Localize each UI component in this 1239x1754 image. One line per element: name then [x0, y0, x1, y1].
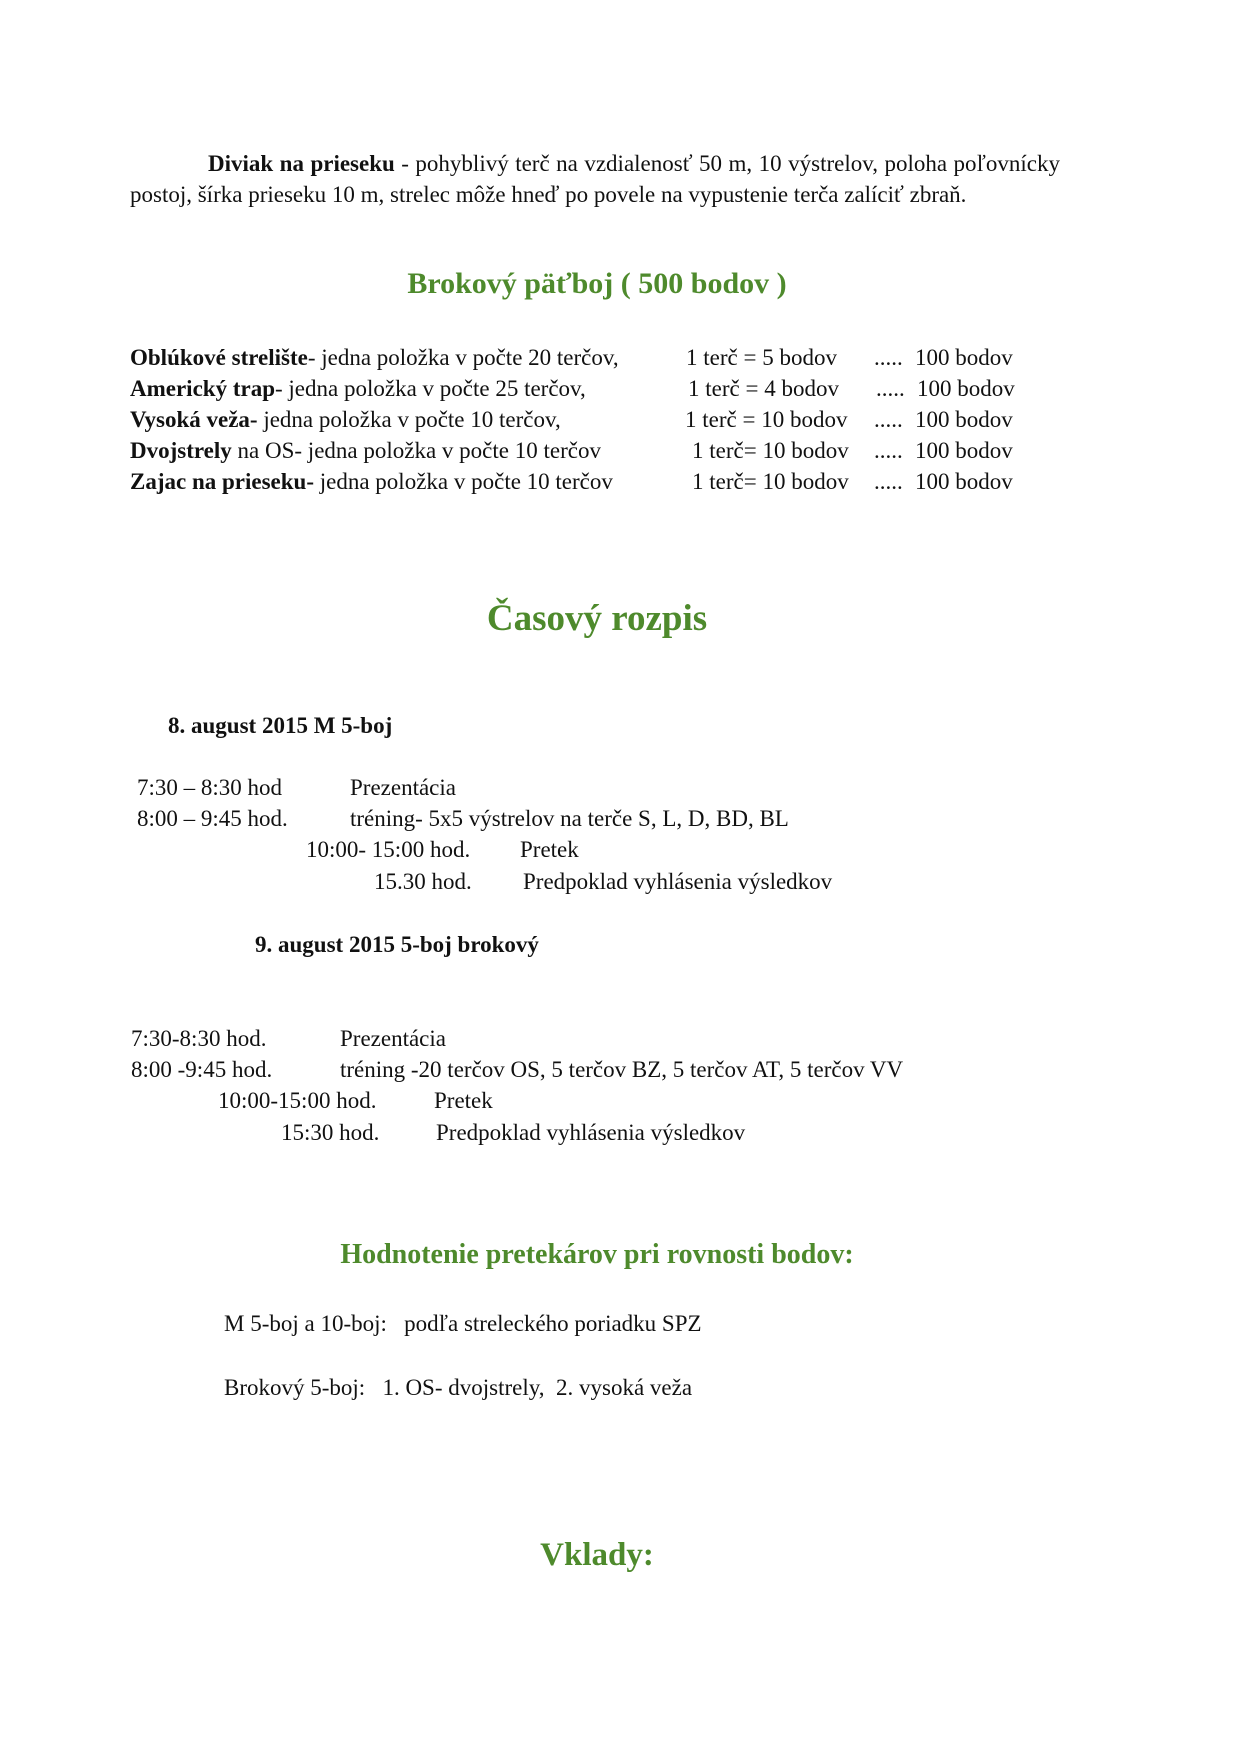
day2-heading: 9. august 2015 5-boj brokový	[255, 932, 539, 957]
discipline-total: 100 bodov	[917, 376, 1015, 401]
intro-text: - pohyblivý terč na vzdialenosť 50 m, 10 výstrelov, poloha poľovnícky postoj, šírka prieseku 10 m, strelec môže hneď po povele na vypustenie terča zalíciť zbraň.	[130, 151, 1060, 207]
schedule-text: Prezentácia	[350, 775, 456, 800]
schedule-time: 7:30-8:30 hod.	[131, 1026, 267, 1051]
discipline-total: 100 bodov	[915, 469, 1013, 494]
schedule-time: 8:00 – 9:45 hod.	[137, 806, 288, 831]
discipline-name: Zajac na prieseku-	[130, 469, 314, 494]
discipline-desc: - jedna položka v počte 25 terčov,	[275, 376, 586, 401]
schedule-text: Predpoklad vyhlásenia výsledkov	[523, 869, 833, 894]
schedule-time: 15:30 hod.	[281, 1120, 380, 1145]
discipline-rate: 1 terč = 10 bodov	[685, 407, 848, 432]
discipline-dots: .....	[874, 469, 903, 494]
schedule-time: 15.30 hod.	[374, 869, 472, 894]
schedule-text: tréning- 5x5 výstrelov na terče S, L, D, BD, BL	[350, 806, 789, 831]
discipline-total: 100 bodov	[915, 438, 1013, 463]
hodnotenie-line-2: Brokový 5-boj: 1. OS- dvojstrely, 2. vysoká veža	[224, 1375, 693, 1400]
day1-heading: 8. august 2015 M 5-boj	[168, 713, 393, 738]
discipline-desc: - jedna položka v počte 20 terčov,	[307, 345, 619, 370]
discipline-rate: 1 terč = 4 bodov	[688, 376, 839, 401]
discipline-total: 100 bodov	[915, 345, 1013, 370]
schedule-time: 8:00 -9:45 hod.	[131, 1057, 273, 1082]
hodnotenie-title: Hodnotenie pretekárov pri rovnosti bodov:	[340, 1239, 854, 1270]
discipline-dots: .....	[874, 407, 903, 432]
discipline-desc: jedna položka v počte 10 terčov	[314, 469, 613, 494]
schedule-text: Pretek	[434, 1088, 493, 1113]
discipline-desc: na OS- jedna položka v počte 10 terčov	[231, 438, 601, 463]
discipline-rate: 1 terč = 5 bodov	[686, 345, 837, 370]
discipline-name: Oblúkové strelište	[130, 345, 308, 370]
schedule-text: tréning -20 terčov OS, 5 terčov BZ, 5 terčov AT, 5 terčov VV	[340, 1057, 904, 1082]
rozpis-title: Časový rozpis	[486, 598, 708, 639]
schedule-time: 7:30 – 8:30 hod	[137, 775, 283, 800]
discipline-name: Dvojstrely	[130, 438, 232, 463]
discipline-desc: jedna položka v počte 10 terčov,	[257, 407, 561, 432]
discipline-total: 100 bodov	[915, 407, 1013, 432]
discipline-rate: 1 terč= 10 bodov	[692, 469, 849, 494]
schedule-text: Predpoklad vyhlásenia výsledkov	[436, 1120, 746, 1145]
discipline-dots: .....	[874, 438, 903, 463]
discipline-name: Vysoká veža-	[130, 407, 258, 432]
intro-paragraph	[130, 148, 1060, 210]
schedule-text: Prezentácia	[340, 1026, 446, 1051]
discipline-rate: 1 terč= 10 bodov	[692, 438, 849, 463]
discipline-name: Americký trap	[130, 376, 275, 401]
intro-bold-term: Diviak na prieseku	[208, 151, 395, 176]
schedule-text: Pretek	[520, 837, 579, 862]
schedule-time: 10:00- 15:00 hod.	[306, 837, 471, 862]
discipline-dots: .....	[874, 345, 903, 370]
discipline-dots: .....	[876, 376, 905, 401]
brokovy-title: Brokový päťboj ( 500 bodov )	[407, 267, 787, 300]
schedule-time: 10:00-15:00 hod.	[218, 1088, 377, 1113]
hodnotenie-line-1: M 5-boj a 10-boj: podľa streleckého poriadku SPZ	[224, 1311, 702, 1336]
vklady-title: Vklady:	[540, 1537, 654, 1573]
